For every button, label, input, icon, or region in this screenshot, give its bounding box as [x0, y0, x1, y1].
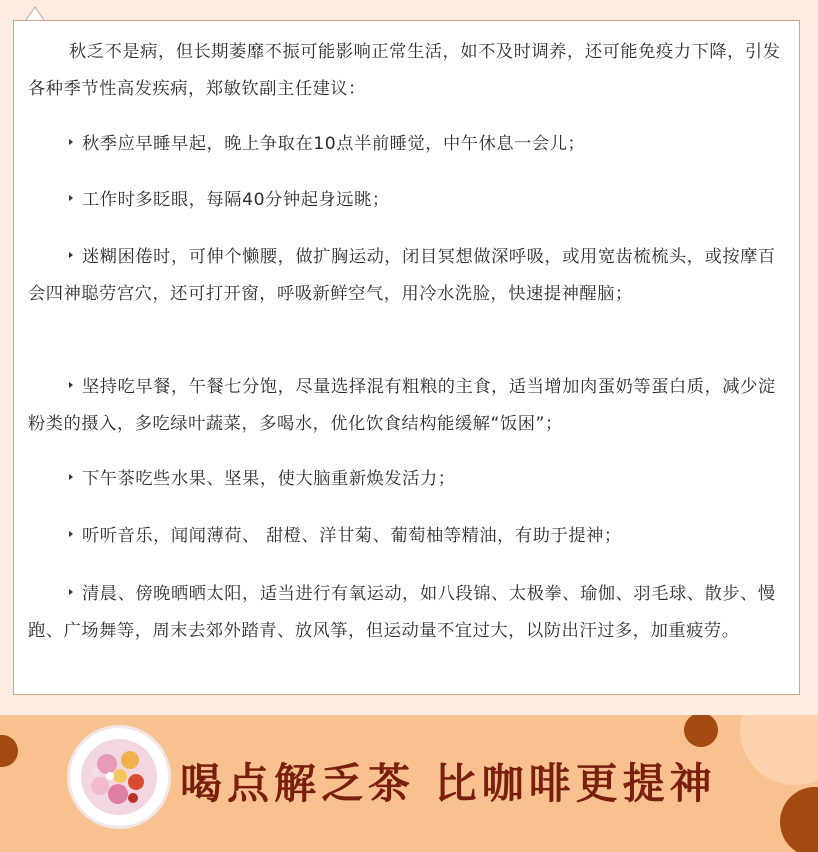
bullet-icon [69, 382, 73, 388]
flower-tea-bowl-icon [70, 728, 168, 826]
deco-circle [684, 715, 718, 747]
intro-paragraph: 秋乏不是病，但长期萎靡不振可能影响正常生活，如不及时调养，还可能免疫力下降，引发各种季节性高发疾病，郑敏钦副主任建议： [28, 42, 781, 99]
bullet-icon [69, 252, 73, 258]
tip-item: 迷糊困倦时，可伸个懒腰，做扩胸运动，闭目冥想做深呼吸，或用宽齿梳梳头，或按摩百会四神聪劳宫穴，还可打开窗，呼吸新鲜空气，用冷水洗脸，快速提神醒脑； [28, 247, 776, 304]
deco-circle [0, 735, 18, 767]
bullet-icon [69, 139, 73, 145]
bullet-icon [69, 589, 73, 595]
bullet-icon [69, 531, 73, 537]
article-box [13, 20, 800, 695]
tip-item: 听听音乐，闻闻薄荷、 甜橙、洋甘菊、葡萄柚等精油，有助于提神； [28, 518, 790, 555]
tip-item: 坚持吃早餐，午餐七分饱，尽量选择混有粗粮的主食，适当增加肉蛋奶等蛋白质，减少淀粉类的摄入，多吃绿叶蔬菜，多喝水，优化饮食结构能缓解“饭困”； [28, 377, 776, 434]
tea-banner [0, 715, 818, 852]
speech-notch-icon [26, 3, 44, 21]
bullet-icon [69, 195, 73, 201]
deco-circle [740, 715, 818, 785]
bullet-icon [69, 474, 73, 480]
tip-item: 秋季应早睡早起，晚上争取在10点半前睡觉，中午休息一会儿； [28, 126, 790, 163]
tip-item: 下午茶吃些水果、坚果，使大脑重新焕发活力； [28, 461, 790, 498]
tip-item: 工作时多眨眼，每隔40分钟起身远眺； [28, 182, 790, 219]
deco-circle [780, 787, 818, 852]
banner-title: 喝点解乏茶 比咖啡更提神 [180, 759, 717, 808]
tip-item: 清晨、傍晚晒晒太阳，适当进行有氧运动，如八段锦、太极拳、瑜伽、羽毛球、散步、慢跑、广场舞等，周末去郊外踏青、放风筝，但运动量不宜过大，以防出汗过多，加重疲劳。 [28, 584, 776, 641]
